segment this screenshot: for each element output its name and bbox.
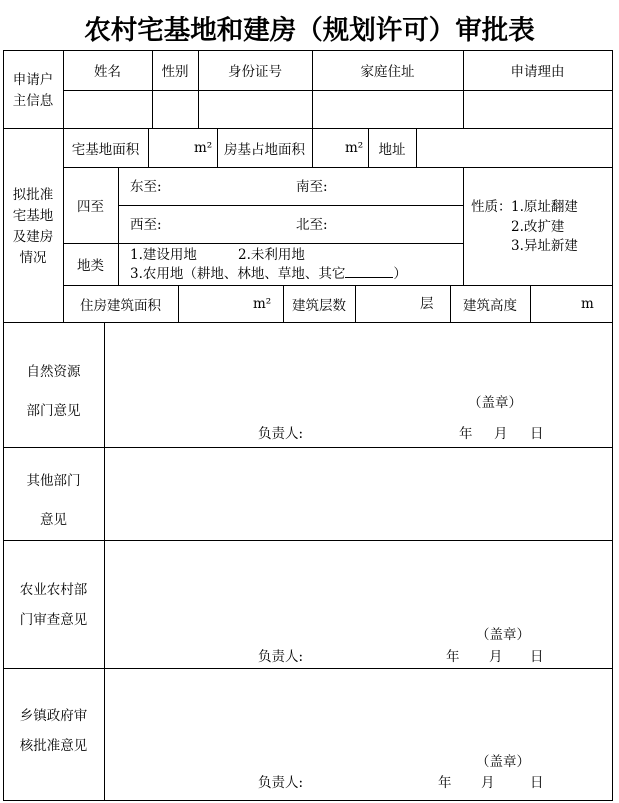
nature-option-new-site: 3.异址新建	[511, 238, 578, 254]
land-type-agricultural-close: ）	[393, 266, 407, 282]
boundaries-label: 四至	[77, 199, 104, 215]
table-border	[355, 285, 356, 323]
building-height-unit: m	[581, 296, 594, 312]
section-label-line: 门审查意见	[19, 612, 88, 628]
north-boundary-label: 北至:	[296, 217, 328, 233]
other-departments-opinion-label	[3, 462, 104, 540]
homestead-area-label: 宅基地面积	[71, 141, 140, 158]
east-boundary-label: 东至:	[130, 179, 162, 195]
date-year-label: 年	[438, 775, 452, 791]
land-type-option-unused: 2.未利用地	[238, 247, 305, 263]
section-label-line: 情况	[19, 249, 47, 266]
name-value-cell	[63, 90, 152, 128]
date-day-label: 日	[530, 649, 544, 665]
section-label-line: 乡镇政府审	[19, 708, 88, 724]
gender-value-cell	[152, 90, 198, 128]
section-label-line: 核批准意见	[19, 738, 88, 754]
date-day-label: 日	[530, 775, 544, 791]
foundation-area-unit: m²	[345, 140, 364, 156]
floor-count-unit: 层	[420, 296, 434, 312]
floor-count-label: 建筑层数	[292, 297, 346, 314]
land-type-label: 地类	[77, 258, 104, 274]
land-type-option-construction: 1.建设用地	[130, 247, 197, 263]
floor-area-label: 住房建筑面积	[80, 297, 161, 314]
responsible-person-label: 负责人:	[258, 775, 304, 791]
natural-resources-opinion-label	[3, 353, 104, 431]
west-boundary-label: 西至:	[130, 217, 162, 233]
id-number-value-cell	[198, 90, 312, 128]
planned-homestead-section-label	[3, 185, 63, 269]
table-border	[3, 540, 613, 541]
section-label-line: 其他部门	[26, 472, 81, 489]
column-header-gender: 性别	[161, 64, 189, 80]
column-header-name: 姓名	[94, 64, 121, 80]
seal-placeholder: （盖章）	[476, 754, 530, 770]
table-border	[612, 50, 613, 801]
date-year-label: 年	[446, 649, 460, 665]
responsible-person-label: 负责人:	[258, 426, 304, 442]
agriculture-rural-opinion-label	[3, 575, 104, 635]
seal-placeholder: （盖章）	[468, 395, 522, 411]
table-border	[3, 322, 613, 323]
section-label-line: 宅基地	[12, 207, 54, 224]
nature-option-rebuild-in-place: 1.原址翻建	[511, 199, 578, 215]
section-label-line: 申请户	[12, 72, 54, 88]
section-label-line: 主信息	[12, 93, 54, 109]
applicant-info-section-label	[3, 70, 63, 112]
nature-label: 性质：	[471, 199, 512, 215]
table-border	[3, 800, 613, 801]
section-label-line: 农业农村部	[19, 582, 88, 598]
table-border	[118, 167, 119, 286]
section-label-line: 拟批准	[12, 186, 54, 203]
south-boundary-label: 南至:	[296, 179, 328, 195]
column-header-home-address: 家庭住址	[360, 64, 415, 80]
table-border	[463, 167, 464, 286]
table-border	[148, 128, 149, 168]
responsible-person-label: 负责人:	[258, 649, 304, 665]
section-label-line: 自然资源	[26, 363, 81, 380]
section-label-line: 部门意见	[26, 402, 81, 419]
date-year-label: 年	[459, 426, 473, 442]
table-border	[178, 285, 179, 323]
land-type-option-agricultural	[130, 265, 407, 283]
date-day-label: 日	[530, 426, 544, 442]
table-border	[3, 447, 613, 448]
land-type-agricultural-text: 3.农用地（耕地、林地、草地、其它	[130, 266, 346, 282]
table-border	[530, 285, 531, 323]
home-address-value-cell	[312, 90, 463, 128]
table-border	[104, 322, 105, 801]
township-government-opinion-label	[3, 701, 104, 761]
foundation-area-label: 房基占地面积	[224, 141, 305, 158]
floor-area-unit: m²	[253, 296, 272, 312]
seal-placeholder: （盖章）	[476, 627, 530, 643]
date-month-label: 月	[481, 775, 495, 791]
nature-option-expansion: 2.改扩建	[511, 219, 565, 235]
table-border	[416, 128, 417, 168]
homestead-area-unit: m²	[194, 140, 213, 156]
column-header-id-number: 身份证号	[228, 64, 282, 80]
address-label: 地址	[378, 141, 406, 158]
table-border	[118, 205, 464, 206]
table-border	[3, 668, 613, 669]
column-header-application-reason: 申请理由	[510, 64, 565, 80]
date-month-label: 月	[489, 649, 503, 665]
building-height-label: 建筑高度	[463, 297, 517, 314]
form-title: 农村宅基地和建房（规划许可）审批表	[84, 15, 535, 46]
table-border	[63, 243, 464, 244]
section-label-line: 意见	[40, 511, 67, 528]
application-reason-value-cell	[463, 90, 612, 128]
table-border	[63, 167, 613, 168]
other-land-type-blank	[345, 265, 393, 278]
date-month-label: 月	[494, 426, 508, 442]
section-label-line: 及建房	[12, 228, 54, 245]
